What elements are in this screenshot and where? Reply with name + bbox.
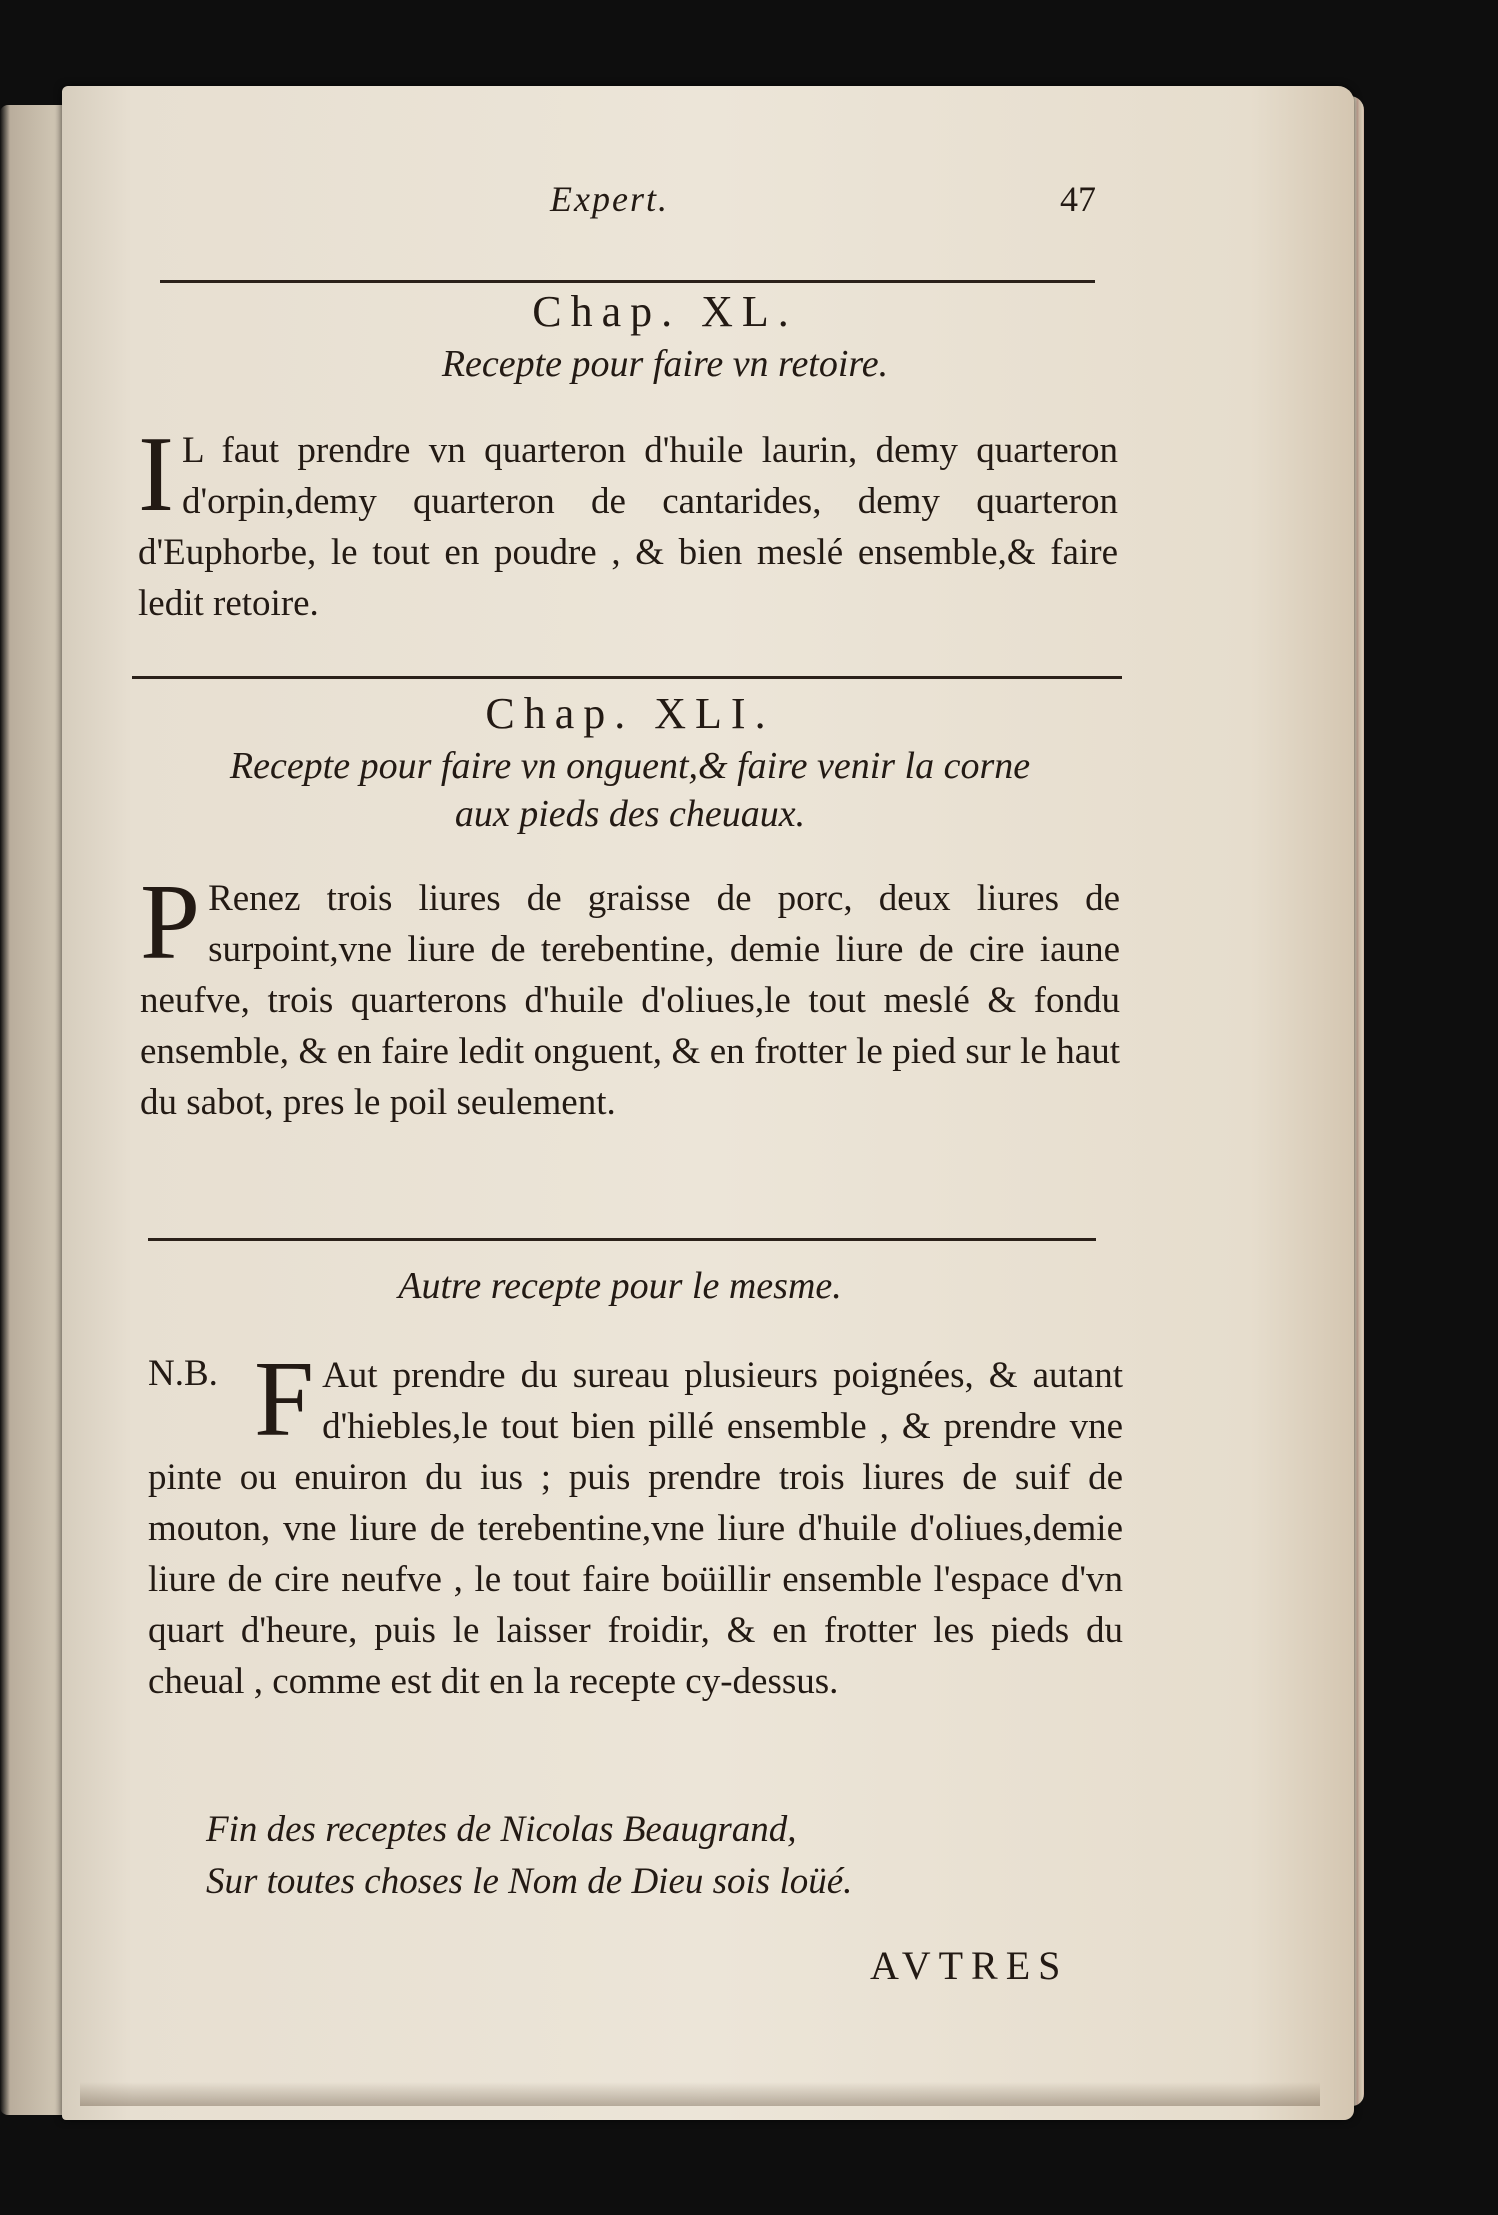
chapter-subtitle: aux pieds des cheuaux. xyxy=(454,793,806,835)
page-gutter-shadow xyxy=(80,2082,1320,2106)
recipe-body xyxy=(148,1340,1123,1707)
running-title: Expert. xyxy=(550,179,669,219)
closing-line: Fin des receptes de Nicolas Beaugrand, xyxy=(206,1809,797,1850)
rule-divider xyxy=(148,1238,1096,1241)
drop-cap: I xyxy=(138,415,174,534)
body-text: Renez trois liures de graisse de porc, deux liures de surpoint,vne liure de terebentine, demie liure de cire iaune neufve, trois quarterons d'huile d'oliues,le tout meslé & fondu ensemble, & en faire ledit onguent, & en frotter le pied sur le haut du sabot, pres le poil seulement. xyxy=(140,878,1120,1123)
chapter-heading: Chap. XL. xyxy=(532,287,798,336)
recipe-subtitle: Autre recepte pour le mesme. xyxy=(398,1265,842,1307)
body-text: Aut prendre du sureau plusieurs poignées, & autant d'hiebles,le tout bien pillé ensemble , & prendre vne pinte ou enuiron du ius ; puis prendre trois liures de suif de mouton, vne liure de terebentine,vne liure d'huile d'oliues,demie liure de cire neufve , le tout faire boüillir ensemble l'espace d'vn quart d'heure, puis le laisser froidir, & en frotter les pieds du cheual , comme est dit en la recepte cy-dessus. xyxy=(148,1355,1123,1702)
page-number: 47 xyxy=(1060,179,1096,219)
chapter-body xyxy=(140,863,1120,1128)
chapter-heading: Chap. XLI. xyxy=(485,689,775,738)
drop-cap: P xyxy=(140,863,201,982)
marginal-note: N.B. xyxy=(148,1353,218,1394)
chapter-subtitle: Recepte pour faire vn onguent,& faire venir la corne xyxy=(229,745,1031,787)
closing-line: Sur toutes choses le Nom de Dieu sois loüé. xyxy=(206,1861,853,1902)
chapter-body xyxy=(138,415,1118,629)
body-text: L faut prendre vn quarteron d'huile laurin, demy quarteron d'orpin,demy quarteron de cantarides, demy quarteron d'Euphorbe, le tout en poudre , & bien meslé ensemble,& faire ledit retoire. xyxy=(138,430,1118,624)
rule-divider xyxy=(132,676,1122,679)
catchword: AVTRES xyxy=(870,1943,1069,1988)
rule-divider xyxy=(160,280,1095,283)
drop-cap: F xyxy=(254,1340,315,1459)
chapter-subtitle: Recepte pour faire vn retoire. xyxy=(441,343,889,385)
